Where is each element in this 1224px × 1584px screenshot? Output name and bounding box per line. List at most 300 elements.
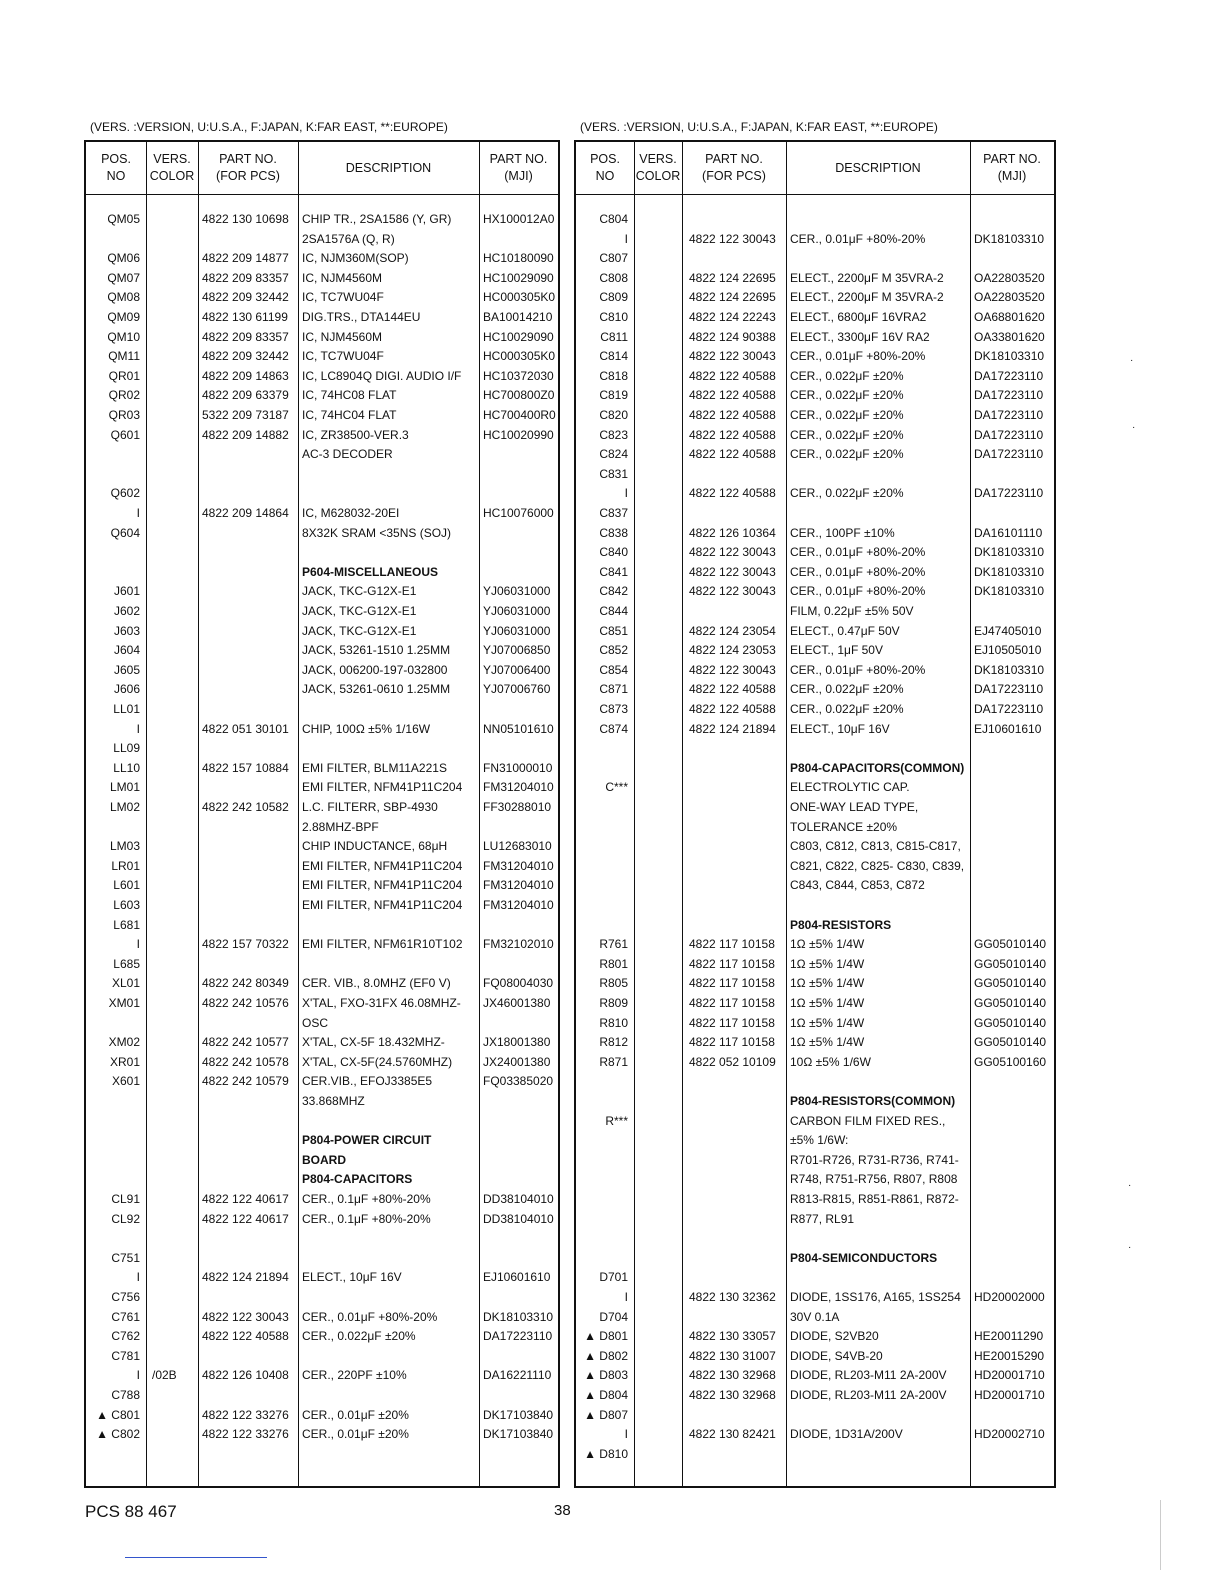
pos-cell: ▲ D802 bbox=[584, 1348, 628, 1363]
part-no-cell: 4822 122 33276 bbox=[202, 1427, 289, 1442]
mji-part-cell: GG05010140 bbox=[974, 956, 1047, 971]
column-divider bbox=[198, 142, 199, 1486]
pos-cell: ▲ C801 bbox=[96, 1407, 140, 1422]
part-no-cell: 4822 122 40588 bbox=[689, 368, 776, 383]
mji-part-cell: DK18103310 bbox=[974, 231, 1045, 246]
description-cell: CER., 0.022μF ±20% bbox=[790, 447, 904, 462]
description-cell: IC, LC8904Q DIGI. AUDIO I/F bbox=[302, 368, 462, 383]
pos-cell: CL92 bbox=[111, 1211, 140, 1226]
footer-rule bbox=[125, 1557, 267, 1558]
pos-cell: C807 bbox=[599, 251, 628, 266]
part-no-cell: 4822 124 22243 bbox=[689, 310, 776, 324]
description-cell: R701-R726, R731-R736, R741- bbox=[790, 1152, 959, 1167]
mji-part-cell: YJ06031000 bbox=[483, 584, 551, 599]
pos-cell: C838 bbox=[599, 525, 628, 540]
pos-cell: I bbox=[136, 506, 140, 520]
description-cell: IC, TC7WU04F bbox=[302, 349, 384, 364]
version-note-right: (VERS. :VERSION, U:U.S.A., F:JAPAN, K:FAR EAST, **:EUROPE) bbox=[580, 120, 938, 134]
mji-part-cell: DA16101110 bbox=[974, 525, 1043, 540]
mji-part-cell: FN31000010 bbox=[483, 760, 553, 775]
pos-cell: XM02 bbox=[108, 1035, 140, 1050]
header-pos: POS. NO bbox=[101, 152, 131, 183]
description-cell: ELECT., 10μF 16V bbox=[302, 1270, 402, 1285]
pos-cell: C809 bbox=[599, 290, 628, 305]
description-cell: OSC bbox=[302, 1015, 329, 1030]
pos-cell: I bbox=[136, 1368, 140, 1383]
pos-cell: XM01 bbox=[108, 996, 140, 1010]
part-no-cell: 4822 122 40588 bbox=[689, 486, 776, 501]
part-no-cell: 4822 122 30043 bbox=[689, 662, 776, 677]
description-cell: IC, NJM4560M bbox=[302, 270, 383, 285]
part-no-cell: 4822 157 10884 bbox=[202, 760, 289, 775]
part-no-cell: 4822 209 14877 bbox=[202, 251, 289, 266]
pos-cell: ▲ D804 bbox=[584, 1388, 628, 1402]
pos-cell: R801 bbox=[599, 956, 628, 971]
pos-cell: L603 bbox=[113, 898, 140, 912]
pos-cell: R761 bbox=[599, 937, 628, 952]
pos-cell: C808 bbox=[599, 270, 628, 285]
description-cell: CER., 0.022μF ±20% bbox=[790, 486, 904, 501]
pos-cell: X601 bbox=[111, 1074, 140, 1089]
description-cell: 1Ω ±5% 1/4W bbox=[790, 976, 865, 991]
description-cell: ELECTROLYTIC CAP. bbox=[790, 780, 910, 795]
description-cell: TOLERANCE ±20% bbox=[790, 819, 898, 834]
part-no-cell: 4822 209 14863 bbox=[202, 368, 289, 383]
pos-cell: C854 bbox=[599, 662, 628, 677]
mji-part-cell: DA17223110 bbox=[483, 1329, 553, 1344]
description-cell: EMI FILTER, NFM41P11C204 bbox=[302, 780, 463, 795]
description-cell: 2.88MHZ-BPF bbox=[302, 819, 379, 834]
description-cell: CER., 0.01μF +80%-20% bbox=[790, 231, 926, 246]
pos-cell: QR01 bbox=[108, 368, 140, 383]
description-cell: 2SA1576A (Q, R) bbox=[302, 231, 395, 246]
description-cell: CER., 0.1μF +80%-20% bbox=[302, 1211, 431, 1226]
description-cell: DIG.TRS., DTA144EU bbox=[302, 310, 421, 324]
mji-part-cell: GG05010140 bbox=[974, 976, 1047, 991]
description-cell: IC, NJM4560M bbox=[302, 329, 383, 344]
part-no-cell: 4822 122 30043 bbox=[689, 584, 776, 599]
pos-cell: I bbox=[136, 1270, 140, 1285]
pos-cell: C819 bbox=[599, 388, 628, 403]
mji-part-cell: DA17223110 bbox=[974, 702, 1044, 716]
mji-part-cell: HC700800Z0 bbox=[483, 388, 555, 403]
description-cell: CER., 0.01μF +80%-20% bbox=[790, 662, 926, 677]
part-no-cell: 4822 122 30043 bbox=[689, 545, 776, 560]
description-cell: CER., 0.022μF ±20% bbox=[790, 682, 904, 697]
pos-cell: C*** bbox=[605, 780, 628, 795]
description-cell: CER., 100PF ±10% bbox=[790, 525, 895, 540]
pos-cell: QM08 bbox=[107, 290, 140, 305]
part-no-cell: 4822 209 14882 bbox=[202, 427, 289, 442]
description-cell: C843, C844, C853, C872 bbox=[790, 878, 925, 893]
description-cell: 1Ω ±5% 1/4W bbox=[790, 996, 865, 1010]
mji-part-cell: FM31204010 bbox=[483, 858, 554, 873]
pos-cell: D704 bbox=[599, 1309, 628, 1324]
description-cell: CER., 0.01μF +80%-20% bbox=[790, 564, 926, 579]
mji-part-cell: JX18001380 bbox=[483, 1035, 551, 1050]
part-no-cell: 4822 209 63379 bbox=[202, 388, 289, 403]
mji-part-cell: DK18103310 bbox=[974, 349, 1045, 364]
pos-cell: C811 bbox=[600, 329, 628, 344]
pos-cell: C823 bbox=[599, 427, 628, 442]
mji-part-cell: DA17223110 bbox=[974, 486, 1044, 501]
mji-part-cell: HC10020990 bbox=[483, 427, 554, 442]
mji-part-cell: DA17223110 bbox=[974, 682, 1044, 697]
part-no-cell: 4822 130 33057 bbox=[689, 1329, 776, 1344]
part-no-cell: 4822 130 31007 bbox=[689, 1348, 776, 1363]
column-divider bbox=[298, 142, 299, 1486]
part-no-cell: 5322 209 73187 bbox=[202, 408, 289, 422]
description-cell: EMI FILTER, NFM61R10T102 bbox=[302, 937, 463, 952]
description-cell: EMI FILTER, BLM11A221S bbox=[302, 760, 447, 775]
description-cell: P804-SEMICONDUCTORS bbox=[790, 1250, 938, 1265]
pos-cell: QM06 bbox=[107, 251, 140, 266]
header-partno: PART NO. (FOR PCS) bbox=[702, 152, 766, 183]
pos-cell: R809 bbox=[599, 996, 628, 1010]
mji-part-cell: HD20001710 bbox=[974, 1368, 1045, 1383]
part-no-cell: 4822 122 33276 bbox=[202, 1407, 289, 1422]
description-cell: R877, RL91 bbox=[790, 1211, 855, 1226]
part-no-cell: 4822 122 40588 bbox=[689, 388, 776, 403]
part-no-cell: 4822 209 32442 bbox=[202, 290, 289, 305]
description-cell: CER., 0.022μF ±20% bbox=[302, 1329, 416, 1344]
description-cell: ELECT., 10μF 16V bbox=[790, 721, 890, 736]
mji-part-cell: FM31204010 bbox=[483, 898, 554, 912]
pos-cell: I bbox=[624, 486, 628, 501]
description-cell: CER. VIB., 8.0MHZ (EF0 V) bbox=[302, 976, 451, 991]
pos-cell: C831 bbox=[599, 466, 628, 481]
pos-cell: C841 bbox=[599, 564, 628, 579]
description-cell: ONE-WAY LEAD TYPE, bbox=[790, 800, 919, 814]
pos-cell: C756 bbox=[111, 1290, 140, 1304]
pos-cell: J602 bbox=[113, 604, 140, 618]
pos-cell: C851 bbox=[599, 623, 628, 638]
mji-part-cell: JX46001380 bbox=[483, 996, 551, 1010]
part-no-cell: 4822 122 40588 bbox=[202, 1329, 289, 1344]
part-no-cell: 4822 130 32968 bbox=[689, 1368, 776, 1383]
description-cell: 1Ω ±5% 1/4W bbox=[790, 1015, 865, 1030]
column-divider bbox=[786, 142, 787, 1486]
part-no-cell: 4822 157 70322 bbox=[202, 937, 289, 952]
pos-cell: LL01 bbox=[113, 702, 140, 716]
description-cell: P804-POWER CIRCUIT bbox=[302, 1133, 432, 1148]
speck-mark: · bbox=[1128, 1242, 1132, 1253]
mji-part-cell: GG05010140 bbox=[974, 996, 1047, 1010]
pos-cell: R805 bbox=[599, 976, 628, 991]
description-cell: EMI FILTER, NFM41P11C204 bbox=[302, 878, 463, 893]
description-cell: EMI FILTER, NFM41P11C204 bbox=[302, 858, 463, 873]
mji-part-cell: YJ07006760 bbox=[483, 682, 551, 697]
pos-cell: QM10 bbox=[107, 329, 140, 344]
pos-cell: R812 bbox=[599, 1035, 628, 1050]
description-cell: 33.868MHZ bbox=[302, 1094, 365, 1108]
description-cell: C821, C822, C825- C830, C839, bbox=[790, 858, 965, 873]
pos-cell: LM03 bbox=[109, 839, 140, 854]
mji-part-cell: HC10076000 bbox=[483, 506, 554, 520]
pos-cell: Q601 bbox=[110, 427, 140, 442]
description-cell: 1Ω ±5% 1/4W bbox=[790, 937, 865, 952]
mji-part-cell: EJ10601610 bbox=[974, 721, 1042, 736]
description-cell: L.C. FILTERR, SBP-4930 bbox=[302, 800, 438, 814]
mji-part-cell: GG05010140 bbox=[974, 1015, 1047, 1030]
pos-cell: C810 bbox=[599, 310, 628, 324]
description-cell: AC-3 DECODER bbox=[302, 447, 393, 462]
part-no-cell: 4822 124 22695 bbox=[689, 290, 776, 305]
mji-part-cell: JX24001380 bbox=[483, 1054, 551, 1069]
pos-cell: C844 bbox=[599, 604, 628, 618]
header-vers: VERS. COLOR bbox=[635, 152, 681, 183]
part-no-cell: 4822 124 90388 bbox=[689, 329, 776, 344]
mji-part-cell: DK18103310 bbox=[974, 564, 1045, 579]
part-no-cell: 4822 209 83357 bbox=[202, 329, 289, 344]
mji-part-cell: FQ03385020 bbox=[483, 1074, 554, 1089]
part-no-cell: 4822 130 61199 bbox=[202, 310, 288, 324]
part-no-cell: 4822 130 32362 bbox=[689, 1290, 776, 1304]
speck-mark: · bbox=[1132, 422, 1136, 433]
description-cell: ±5% 1/6W: bbox=[790, 1133, 849, 1148]
version-note-left: (VERS. :VERSION, U:U.S.A., F:JAPAN, K:FAR EAST, **:EUROPE) bbox=[90, 120, 448, 134]
part-no-cell: 4822 124 21894 bbox=[202, 1270, 289, 1285]
mji-part-cell: DK18103310 bbox=[974, 662, 1045, 677]
description-cell: ELECT., 6800μF 16VRA2 bbox=[790, 310, 927, 324]
pos-cell: ▲ D807 bbox=[584, 1407, 628, 1422]
mji-part-cell: FF30288010 bbox=[483, 800, 552, 814]
description-cell: DIODE, RL203-M11 2A-200V bbox=[790, 1388, 947, 1402]
pos-cell: QM09 bbox=[107, 310, 140, 324]
mji-part-cell: FQ08004030 bbox=[483, 976, 554, 991]
pos-cell: J601 bbox=[113, 584, 140, 599]
description-cell: ELECT., 1μF 50V bbox=[790, 643, 883, 658]
description-cell: DIODE, 1SS176, A165, 1SS254 bbox=[790, 1290, 961, 1304]
part-no-cell: 4822 242 10578 bbox=[202, 1054, 289, 1069]
pos-cell: C761 bbox=[111, 1309, 140, 1324]
part-no-cell: 4822 242 10577 bbox=[202, 1035, 289, 1050]
pos-cell: I bbox=[624, 231, 628, 246]
mji-part-cell: EJ10601610 bbox=[483, 1270, 551, 1285]
pos-cell: C781 bbox=[111, 1348, 140, 1363]
mji-part-cell: DK18103310 bbox=[483, 1309, 554, 1324]
part-no-cell: 4822 052 10109 bbox=[689, 1054, 776, 1069]
mji-part-cell: BA10014210 bbox=[483, 310, 553, 324]
mji-part-cell: DK17103840 bbox=[483, 1407, 554, 1422]
pos-cell: ▲ C802 bbox=[96, 1427, 140, 1442]
part-no-cell: 4822 130 10698 bbox=[202, 212, 289, 226]
part-no-cell: 4822 122 40617 bbox=[202, 1211, 289, 1226]
pos-cell: QM05 bbox=[107, 212, 140, 226]
pos-cell: LM02 bbox=[109, 800, 140, 814]
mji-part-cell: DA17223110 bbox=[974, 388, 1044, 403]
page-number: 38 bbox=[554, 1502, 571, 1519]
pos-cell: C874 bbox=[599, 721, 628, 736]
description-cell: ELECT., 3300μF 16V RA2 bbox=[790, 329, 930, 344]
part-no-cell: 4822 124 21894 bbox=[689, 721, 776, 736]
description-cell: R813-R815, R851-R861, R872- bbox=[790, 1192, 959, 1206]
description-cell: IC, NJM360M(SOP) bbox=[302, 251, 409, 266]
parts-table-right bbox=[574, 140, 1056, 1488]
pos-cell: I bbox=[624, 1290, 628, 1304]
parts-table-left bbox=[84, 140, 560, 1488]
description-cell: CER., 0.022μF ±20% bbox=[790, 702, 904, 716]
description-cell: CER., 0.01μF ±20% bbox=[302, 1407, 409, 1422]
pos-cell: C840 bbox=[599, 545, 628, 560]
description-cell: DIODE, 1D31A/200V bbox=[790, 1427, 903, 1442]
pos-cell: L685 bbox=[113, 956, 140, 971]
mji-part-cell: HE20011290 bbox=[974, 1329, 1044, 1344]
mji-part-cell: GG05100160 bbox=[974, 1054, 1047, 1069]
pos-cell: C820 bbox=[599, 408, 628, 422]
part-no-cell: 4822 122 30043 bbox=[202, 1309, 289, 1324]
part-no-cell: 4822 117 10158 bbox=[689, 976, 775, 991]
mji-part-cell: DA17223110 bbox=[974, 447, 1044, 462]
pos-cell: C873 bbox=[599, 702, 628, 716]
description-cell: JACK, TKC-G12X-E1 bbox=[302, 604, 417, 618]
pos-cell: LM01 bbox=[109, 780, 140, 795]
part-no-cell: 4822 122 40588 bbox=[689, 682, 776, 697]
description-cell: IC, M628032-20EI bbox=[302, 506, 400, 520]
pos-cell: D701 bbox=[599, 1270, 628, 1285]
pos-cell: QM11 bbox=[108, 349, 140, 364]
part-no-cell: 4822 122 30043 bbox=[689, 231, 776, 246]
pos-cell: Q602 bbox=[110, 486, 140, 501]
vers-cell: /02B bbox=[152, 1368, 177, 1383]
mji-part-cell: HC10180090 bbox=[483, 251, 554, 266]
mji-part-cell: HC000305K0 bbox=[483, 349, 556, 364]
mji-part-cell: FM32102010 bbox=[483, 937, 554, 952]
description-cell: CARBON FILM FIXED RES., bbox=[790, 1113, 946, 1128]
speck-mark: · bbox=[1130, 355, 1134, 366]
mji-part-cell: HC700400R0 bbox=[483, 408, 556, 422]
description-cell: CER., 0.022μF ±20% bbox=[790, 408, 904, 422]
part-no-cell: 4822 122 40588 bbox=[689, 447, 776, 462]
description-cell: IC, TC7WU04F bbox=[302, 290, 384, 305]
description-cell: CER.VIB., EFOJ3385E5 bbox=[302, 1074, 433, 1089]
pos-cell: C814 bbox=[599, 349, 628, 364]
pos-cell: C818 bbox=[599, 368, 628, 383]
mji-part-cell: NN05101610 bbox=[483, 721, 554, 736]
description-cell: CER., 0.022μF ±20% bbox=[790, 427, 904, 442]
description-cell: C803, C812, C813, C815-C817, bbox=[790, 839, 961, 854]
part-no-cell: 4822 130 32968 bbox=[689, 1388, 776, 1402]
pos-cell: ▲ D810 bbox=[584, 1446, 628, 1461]
mji-part-cell: YJ06031000 bbox=[483, 604, 551, 618]
description-cell: R748, R751-R756, R807, R808 bbox=[790, 1172, 958, 1187]
pos-cell: QR03 bbox=[108, 408, 140, 422]
part-no-cell: 4822 126 10408 bbox=[202, 1368, 289, 1383]
part-no-cell: 4822 122 40588 bbox=[689, 408, 776, 422]
mji-part-cell: HC10029090 bbox=[483, 270, 554, 285]
description-cell: CER., 0.022μF ±20% bbox=[790, 368, 904, 383]
header-mji: PART NO. (MJI) bbox=[489, 152, 548, 183]
header-pos: POS. NO bbox=[590, 152, 620, 183]
part-no-cell: 4822 124 23053 bbox=[689, 643, 776, 658]
part-no-cell: 4822 209 14864 bbox=[202, 506, 289, 520]
header-partno: PART NO. (FOR PCS) bbox=[216, 152, 280, 183]
header-vers: VERS. COLOR bbox=[149, 152, 195, 183]
description-cell: JACK, TKC-G12X-E1 bbox=[302, 584, 417, 599]
pos-cell: J603 bbox=[113, 623, 140, 638]
description-cell: DIODE, S4VB-20 bbox=[790, 1348, 883, 1363]
header-desc: DESCRIPTION bbox=[345, 160, 432, 175]
pos-cell: LL09 bbox=[113, 741, 140, 756]
part-no-cell: 4822 124 23054 bbox=[689, 623, 776, 638]
description-cell: P804-CAPACITORS bbox=[302, 1172, 413, 1187]
mji-part-cell: DA17223110 bbox=[974, 368, 1044, 383]
pos-cell: ▲ D801 bbox=[584, 1329, 628, 1344]
description-cell: ELECT., 0.47μF 50V bbox=[790, 623, 900, 638]
description-cell: DIODE, S2VB20 bbox=[790, 1329, 879, 1344]
part-no-cell: 4822 122 40588 bbox=[689, 427, 776, 442]
pos-cell: I bbox=[136, 937, 140, 952]
mji-part-cell: HC10029090 bbox=[483, 329, 554, 344]
part-no-cell: 4822 122 30043 bbox=[689, 564, 776, 579]
description-cell: CER., 0.1μF +80%-20% bbox=[302, 1192, 431, 1206]
mji-part-cell: YJ07006850 bbox=[483, 643, 551, 658]
description-cell: CHIP INDUCTANCE, 68μH bbox=[302, 839, 448, 854]
mji-part-cell: FM31204010 bbox=[483, 780, 554, 795]
margin-rule bbox=[1160, 1500, 1161, 1570]
description-cell: 30V 0.1A bbox=[790, 1309, 840, 1324]
description-cell: P804-RESISTORS bbox=[790, 917, 892, 932]
description-cell: IC, 74HC04 FLAT bbox=[302, 408, 397, 422]
mji-part-cell: HC000305K0 bbox=[483, 290, 556, 305]
part-no-cell: 4822 209 83357 bbox=[202, 270, 289, 285]
column-divider bbox=[479, 142, 480, 1486]
part-no-cell: 4822 117 10158 bbox=[689, 1015, 775, 1030]
description-cell: ELECT., 2200μF M 35VRA-2 bbox=[790, 290, 944, 305]
part-no-cell: 4822 242 10579 bbox=[202, 1074, 289, 1089]
part-no-cell: 4822 117 10158 bbox=[689, 937, 775, 952]
mji-part-cell: DK18103310 bbox=[974, 584, 1045, 599]
pos-cell: CL91 bbox=[111, 1192, 140, 1206]
description-cell: P604-MISCELLANEOUS bbox=[302, 564, 439, 579]
part-no-cell: 4822 122 40617 bbox=[202, 1192, 289, 1206]
part-no-cell: 4822 117 10158 bbox=[689, 1035, 775, 1050]
pos-cell: QR02 bbox=[108, 388, 140, 403]
part-no-cell: 4822 122 30043 bbox=[689, 349, 776, 364]
description-cell: X'TAL, FXO-31FX 46.08MHZ- bbox=[302, 996, 461, 1010]
part-no-cell: 4822 209 32442 bbox=[202, 349, 289, 364]
part-no-cell: 4822 126 10364 bbox=[689, 525, 776, 540]
mji-part-cell: HD20001710 bbox=[974, 1388, 1045, 1402]
description-cell: CER., 0.022μF ±20% bbox=[790, 388, 904, 403]
pos-cell: I bbox=[624, 1427, 628, 1442]
pos-cell: C788 bbox=[111, 1388, 140, 1402]
description-cell: DIODE, RL203-M11 2A-200V bbox=[790, 1368, 947, 1383]
description-cell: 1Ω ±5% 1/4W bbox=[790, 1035, 865, 1050]
part-no-cell: 4822 124 22695 bbox=[689, 270, 776, 285]
pos-cell: LR01 bbox=[111, 858, 140, 873]
description-cell: JACK, 53261-1510 1.25MM bbox=[302, 643, 451, 658]
description-cell: X'TAL, CX-5F(24.5760MHZ) bbox=[302, 1054, 453, 1069]
column-divider bbox=[634, 142, 635, 1486]
description-cell: CER., 0.01μF ±20% bbox=[302, 1427, 409, 1442]
column-divider bbox=[682, 142, 683, 1486]
mji-part-cell: HD20002710 bbox=[974, 1427, 1045, 1442]
mji-part-cell: DA16221110 bbox=[483, 1368, 552, 1383]
pos-cell: ▲ D803 bbox=[584, 1368, 628, 1383]
pos-cell: C762 bbox=[111, 1329, 140, 1344]
part-no-cell: 4822 117 10158 bbox=[689, 996, 775, 1010]
pos-cell: J605 bbox=[113, 662, 140, 677]
description-cell: P804-CAPACITORS(COMMON) bbox=[790, 760, 965, 775]
description-cell: CER., 0.01μF +80%-20% bbox=[790, 584, 926, 599]
description-cell: 1Ω ±5% 1/4W bbox=[790, 956, 865, 971]
header-rule bbox=[86, 194, 558, 195]
pos-cell: QM07 bbox=[107, 270, 140, 285]
mji-part-cell: OA22803520 bbox=[974, 270, 1045, 285]
pos-cell: R810 bbox=[599, 1015, 628, 1030]
pos-cell: R*** bbox=[605, 1113, 628, 1128]
